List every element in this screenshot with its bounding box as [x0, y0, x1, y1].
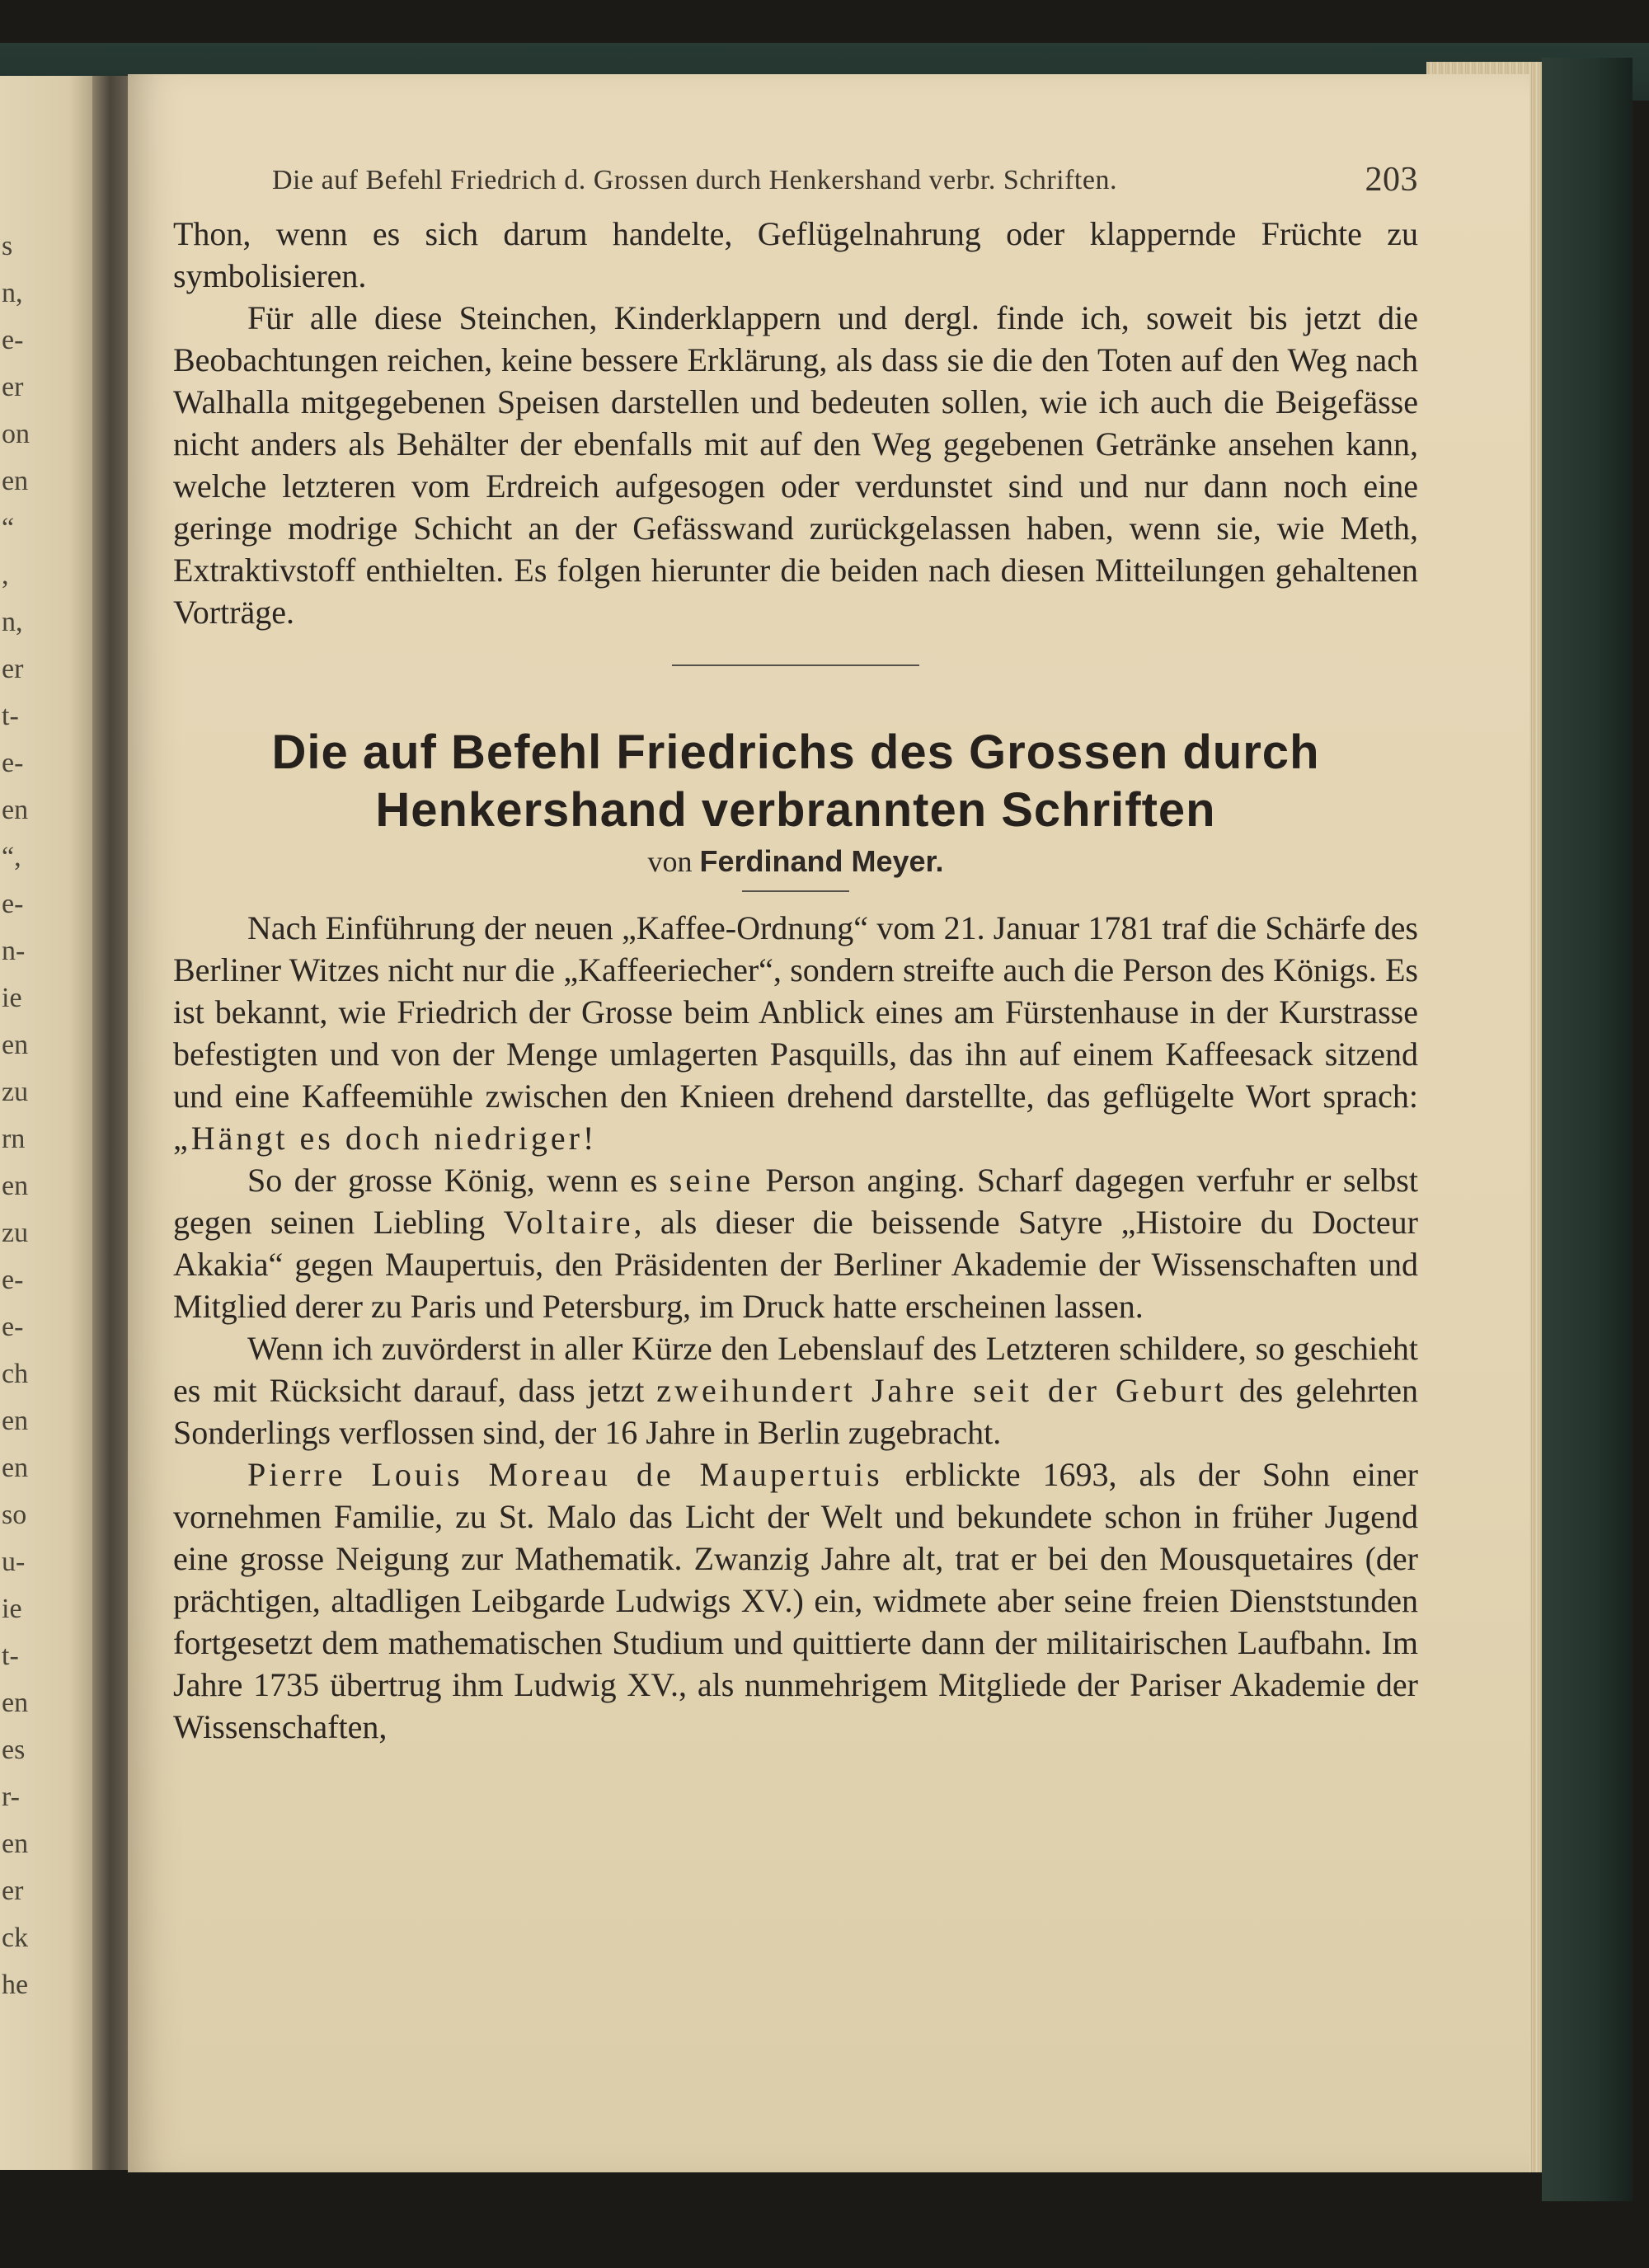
left-page-fragment: u- — [2, 1547, 26, 1577]
book-gutter — [92, 76, 132, 2170]
emphasis-voltaire: Voltaire — [503, 1204, 634, 1241]
left-page-fragment: s — [2, 231, 13, 261]
byline — [173, 844, 1418, 879]
page-content — [173, 161, 1418, 1748]
article-paragraph-2 — [173, 1159, 1418, 1327]
left-page-fragment: e- — [2, 748, 24, 778]
article-paragraph-1 — [173, 907, 1418, 1159]
left-page-fragment: he — [2, 1970, 29, 2000]
emphasis-maupertuis: Pierre Louis Moreau de Maupertuis — [247, 1456, 883, 1493]
left-page-fragment: er — [2, 1876, 24, 1906]
left-page-fragment: en — [2, 1030, 29, 1060]
paragraph-text: So der grosse König, wenn es — [247, 1162, 669, 1199]
article-paragraph-4 — [173, 1453, 1418, 1748]
article-paragraph-3 — [173, 1327, 1418, 1453]
left-page-fragment: en — [2, 1829, 29, 1859]
left-page-fragment: t- — [2, 1641, 19, 1671]
emphasis-zweihundert: zweihundert Jahre seit der Geburt — [656, 1372, 1227, 1409]
left-page-fragment: e- — [2, 889, 24, 919]
left-page-fragment: n, — [2, 278, 23, 308]
article-title-line-1: Die auf Befehl Friedrichs des Grossen durch — [271, 725, 1320, 779]
left-page-fragment: t- — [2, 701, 19, 731]
left-page-fragment: zu — [2, 1077, 29, 1107]
left-page-fragment: en — [2, 1171, 29, 1201]
author-name: Ferdinand Meyer. — [699, 844, 944, 878]
left-page-fragment: e- — [2, 325, 24, 355]
running-head-text: Die auf Befehl Friedrich d. Grossen durch Henkershand verbr. Schriften. — [272, 165, 1117, 195]
left-page-fragment: r- — [2, 1782, 20, 1812]
byline-prefix: von — [647, 845, 693, 878]
left-page-fragment: er — [2, 372, 24, 402]
quote-emphasis: „Hängt es doch niedriger! — [173, 1120, 598, 1157]
left-page-fragment: ie — [2, 1594, 22, 1624]
emphasis-seine: seine — [669, 1162, 754, 1199]
left-page-fragment: er — [2, 654, 24, 684]
left-page-fragment: en — [2, 1406, 29, 1436]
left-page-fragment: en — [2, 795, 29, 825]
left-page-fragment: n, — [2, 607, 23, 637]
left-page-fragment: ch — [2, 1359, 29, 1389]
left-page-fragment: zu — [2, 1218, 29, 1248]
page-number: 203 — [1365, 161, 1418, 199]
left-page-fragment: es — [2, 1735, 26, 1765]
paragraph-text: Nach Einführung der neuen „Kaffee-Ordnung“ vom 21. Januar 1781 traf die Schärfe des Berliner Witzes nicht nur die „Kaffeeriecher“, sondern streifte auch die Person des Königs. Es ist bekannt, wie Friedrich der Grosse beim Anblick eines am Fürstenhause in der Kurstrasse befestigten und von der Menge umlagerten Pasquills, das ihn auf einem Kaffeesack sitzend und eine Kaffeemühle zwischen den Knieen drehend darstellte, das geflügelte Wort sprach: — [173, 909, 1418, 1115]
left-page-fragment: n- — [2, 936, 26, 966]
left-page-fragment: en — [2, 1453, 29, 1483]
paragraph-text: des gelehrten Sonderlings verflossen sind, der 16 Jahre in Berlin zugebracht. — [173, 1372, 1418, 1451]
left-page-fragment: “ — [2, 513, 15, 543]
left-page-fragment: en — [2, 1688, 29, 1718]
article-title-line-2: Henkershand verbrannten Schriften — [375, 783, 1216, 837]
section-divider — [672, 664, 919, 666]
left-page-fragment: ck — [2, 1923, 29, 1953]
left-page-fragment: e- — [2, 1312, 24, 1342]
paragraph-text: erblickte 1693, als der Sohn einer vornehmen Familie, zu St. Malo das Licht der Welt und bekundete schon in früher Jugend eine grosse Neigung zur Mathematik. Zwanzig Jahre alt, trat er bei den Mousquetaires (der prächtigen, altadligen Leibgarde Ludwigs XV.) ein, widmete aber seine freien Dienststunden fortgesetzt dem mathematischen Studium und quittierte dann der militairischen Laufbahn. Im Jahre 1735 übertrug ihm Ludwig XV., als nunmehrigem Mitgliede der Pariser Akademie der Wissenschaften, — [173, 1456, 1418, 1745]
left-page-fragment: on — [2, 419, 30, 449]
left-page-fragment: rn — [2, 1124, 26, 1154]
paragraph-text: , als dieser die beissende Satyre „Histoire du Docteur Akakia“ gegen Maupertuis, den Präsidenten der Berliner Akademie der Wissenschaften und Mitglied derer zu Paris und Petersburg, im Druck hatte erscheinen lassen. — [173, 1204, 1418, 1325]
left-page-fragment: so — [2, 1500, 27, 1530]
book-page — [128, 74, 1529, 2172]
paragraph-text: Person anging. Scharf dagegen verfuhr er selbst gegen seinen Liebling — [173, 1162, 1418, 1241]
left-page-fragment: “, — [2, 842, 21, 872]
paragraph-text: Wenn ich zuvörderst in aller Kürze den Lebenslauf des Letzteren schildere, so geschieht es mit Rücksicht darauf, dass jetzt — [173, 1330, 1418, 1409]
left-page-fragment: en — [2, 466, 29, 496]
intro-paragraph-2: Für alle diese Steinchen, Kinderklappern und dergl. finde ich, soweit bis jetzt die Beobachtungen reichen, keine bessere Erklärung, als dass sie die den Toten auf den Weg nach Walhalla mitgegebenen Speisen darstellen und bedeuten sollen, wie ich auch die Beigefässe nicht anders als Behälter der ebenfalls mit auf den Weg gegebenen Getränke ansehen kann, welche letzteren vom Erdreich aufgesogen oder verdunstet sind und nur dann noch eine geringe modrige Schicht an der Gefässwand zurückgelassen haben, wenn sie, wie Meth, Extraktivstoff enthielten. Es folgen hierunter die beiden nach diesen Mitteilungen gehaltenen Vorträge. — [173, 299, 1418, 631]
left-page-fragment: e- — [2, 1265, 24, 1295]
left-page-fragment: , — [2, 560, 9, 590]
book-cover-edge — [1542, 58, 1633, 2201]
running-head — [173, 161, 1418, 206]
left-page-fragment: ie — [2, 983, 22, 1013]
intro-paragraph-1: Thon, wenn es sich darum handelte, Geflügelnahrung oder klappernde Früchte zu symbolisieren. — [173, 215, 1418, 294]
left-page-margin — [0, 76, 99, 2170]
byline-rule — [742, 890, 849, 892]
